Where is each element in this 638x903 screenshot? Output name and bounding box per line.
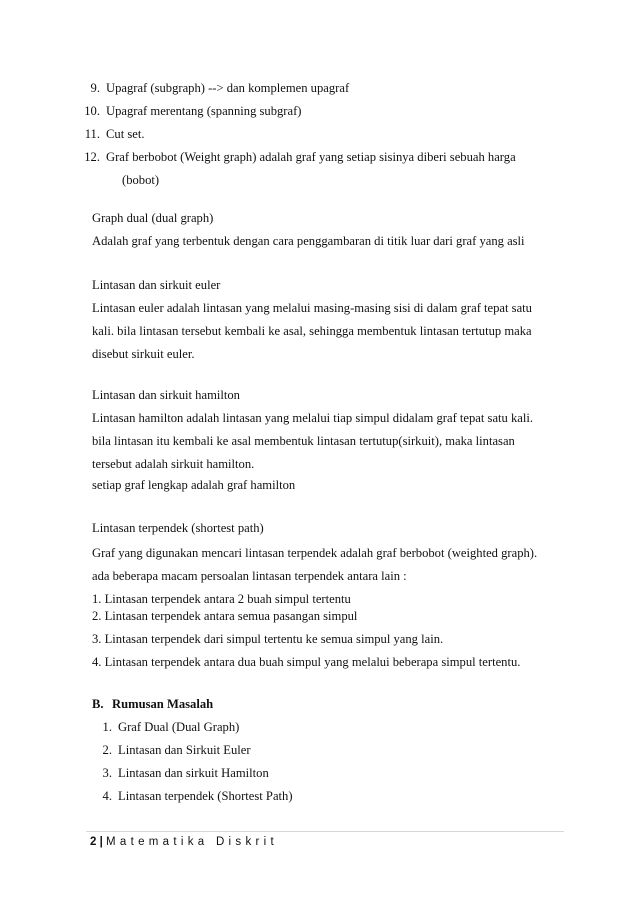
list-item <box>88 765 269 781</box>
page-number: 2 | <box>90 836 103 848</box>
list-text: Graf Dual (Dual Graph) <box>118 720 240 734</box>
list-number: 9. <box>90 81 100 95</box>
paragraph-line: setiap graf lengkap adalah graf hamilton <box>92 478 296 492</box>
section-heading-graph-dual: Graph dual (dual graph) <box>92 211 214 225</box>
list-item <box>88 742 251 758</box>
list-item <box>76 103 301 119</box>
paragraph-line: Graf yang digunakan mencari lintasan terpendek adalah graf berbobot (weighted graph). <box>92 546 538 560</box>
paragraph-line: Adalah graf yang terbentuk dengan cara penggambaran di titik luar dari graf yang asli <box>92 234 525 248</box>
section-title: Rumusan Masalah <box>112 697 214 711</box>
section-heading-euler: Lintasan dan sirkuit euler <box>92 278 221 292</box>
list-text: Lintasan dan sirkuit Hamilton <box>118 766 269 780</box>
page-footer <box>90 836 278 848</box>
list-number: 10. <box>84 104 100 118</box>
paragraph-line: 2. Lintasan terpendek antara semua pasangan simpul <box>92 609 358 623</box>
paragraph-line: disebut sirkuit euler. <box>92 347 195 361</box>
list-number: 4. <box>102 789 112 803</box>
paragraph-line: 3. Lintasan terpendek dari simpul tertentu ke semua simpul yang lain. <box>92 632 444 646</box>
paragraph-line: Lintasan hamilton adalah lintasan yang melalui tiap simpul didalam graf tepat satu kali. <box>92 411 534 425</box>
footer-title: Matematika Diskrit <box>106 836 278 848</box>
list-text: Graf berbobot (Weight graph) adalah graf yang setiap sisinya diberi sebuah harga <box>106 150 516 164</box>
paragraph-line: 4. Lintasan terpendek antara dua buah simpul yang melalui beberapa simpul tertentu. <box>92 655 521 669</box>
list-item <box>88 788 293 804</box>
paragraph-line: bila lintasan itu kembali ke asal membentuk lintasan tertutup(sirkuit), maka lintasan <box>92 434 515 448</box>
list-text: Lintasan terpendek (Shortest Path) <box>118 789 293 803</box>
list-text: Cut set. <box>106 127 145 141</box>
section-b-heading <box>92 696 213 712</box>
paragraph-line: Lintasan euler adalah lintasan yang melalui masing-masing sisi di dalam graf tepat satu <box>92 301 532 315</box>
list-item <box>88 719 239 735</box>
list-text: Upagraf (subgraph) --> dan komplemen upagraf <box>106 81 350 95</box>
paragraph-line: kali. bila lintasan tersebut kembali ke asal, sehingga membentuk lintasan tertutup maka <box>92 324 532 338</box>
section-heading-hamilton: Lintasan dan sirkuit hamilton <box>92 388 240 402</box>
list-number: 11. <box>84 127 100 141</box>
list-number: 3. <box>102 766 112 780</box>
footer-divider <box>86 831 564 832</box>
list-number: 2. <box>102 743 112 757</box>
paragraph-line: ada beberapa macam persoalan lintasan terpendek antara lain : <box>92 569 407 583</box>
paragraph-line: 1. Lintasan terpendek antara 2 buah simpul tertentu <box>92 592 351 606</box>
section-letter: B. <box>92 697 104 711</box>
list-text: Upagraf merentang (spanning subgraf) <box>106 104 302 118</box>
list-number: 1. <box>102 720 112 734</box>
list-number: 12. <box>84 150 100 164</box>
list-item-continuation: (bobot) <box>122 173 160 187</box>
list-item <box>76 149 516 165</box>
section-heading-shortest-path: Lintasan terpendek (shortest path) <box>92 521 264 535</box>
list-item <box>76 126 144 142</box>
paragraph-line: tersebut adalah sirkuit hamilton. <box>92 457 255 471</box>
list-item <box>76 80 349 96</box>
list-text: Lintasan dan Sirkuit Euler <box>118 743 251 757</box>
